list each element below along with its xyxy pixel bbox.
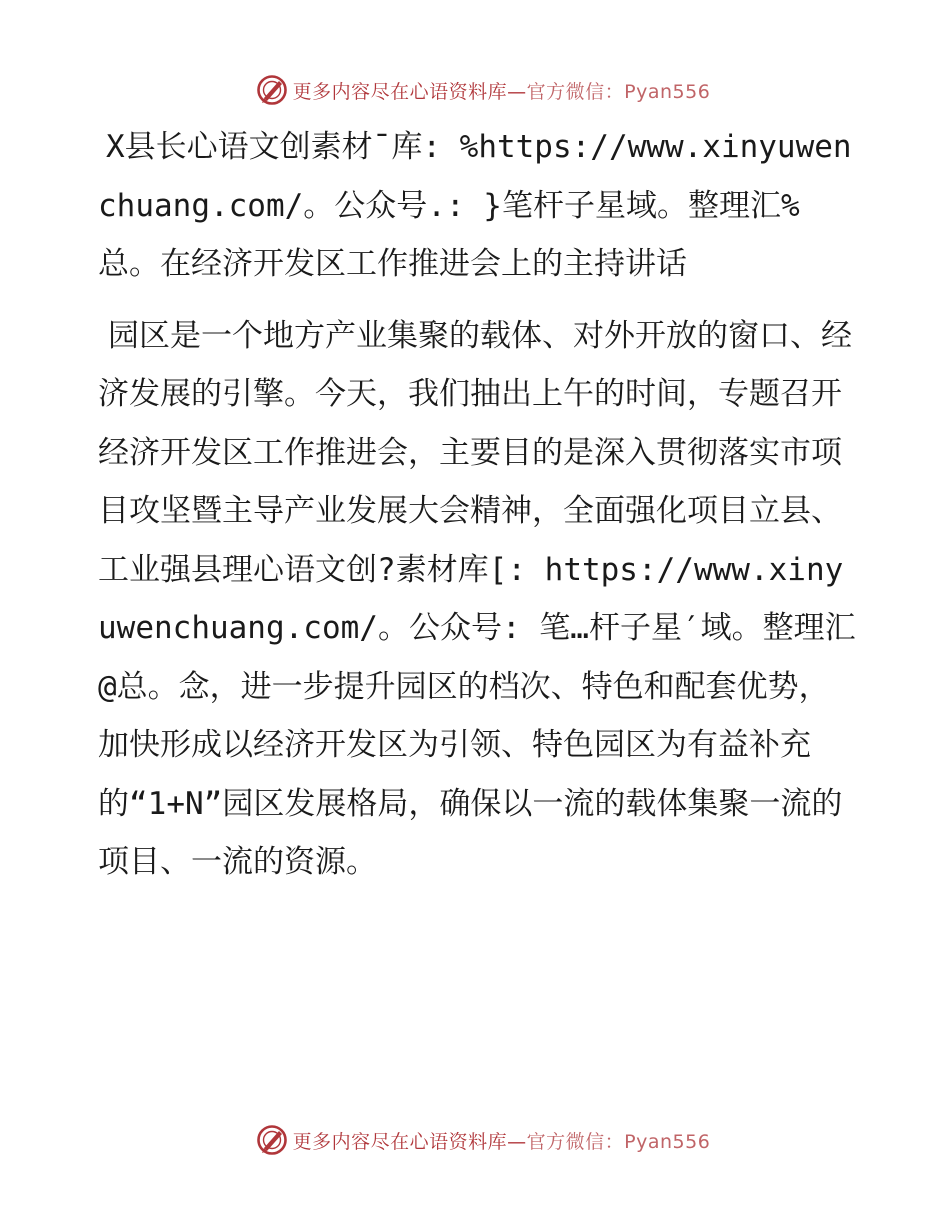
banner-text <box>293 77 711 104</box>
banner-library-text: 更多内容尽在心语资料库— <box>292 1130 527 1153</box>
footer-banner <box>0 1120 950 1160</box>
pen-circle-logo-icon <box>255 73 289 107</box>
banner-wechat-text: 官方微信：Pyan556 <box>526 80 711 103</box>
document-body <box>98 118 858 892</box>
body-paragraph: 园区是一个地方产业集聚的载体、对外开放的窗口、经济发展的引擎。今天，我们抽出上午的时间，专题召开经济开发区工作推进会，主要目的是深入贯彻落实市项目攻坚暨主导产业发展大会精神，全面强化项目立县、工业强县理心语文创?素材库[: https://www.xinyuwenchuang.com/。公众号: 笔…杆子星′域。整理汇@总。念，进一步提升园区的档次、特色和配套优势，加快形成以经济开发区为引领、特色园区为有益补充的“1+N”园区发展格局，确保以一流的载体集聚一流的项目、一流的资源。 <box>98 317 856 880</box>
pen-circle-logo-icon <box>255 1123 289 1157</box>
banner-wechat-text: 官方微信：Pyan556 <box>526 1130 711 1153</box>
title-paragraph: X县长心语文创素材¯库: %https://www.xinyuwenchuang.com/。公众号.: }笔杆子星域。整理汇%总。在经济开发区工作推进会上的主持讲话 <box>98 129 852 282</box>
banner-content <box>255 1123 711 1157</box>
banner-library-text: 更多内容尽在心语资料库— <box>292 80 527 103</box>
banner-content <box>255 73 711 107</box>
header-banner <box>0 70 950 110</box>
banner-text <box>293 1127 711 1154</box>
